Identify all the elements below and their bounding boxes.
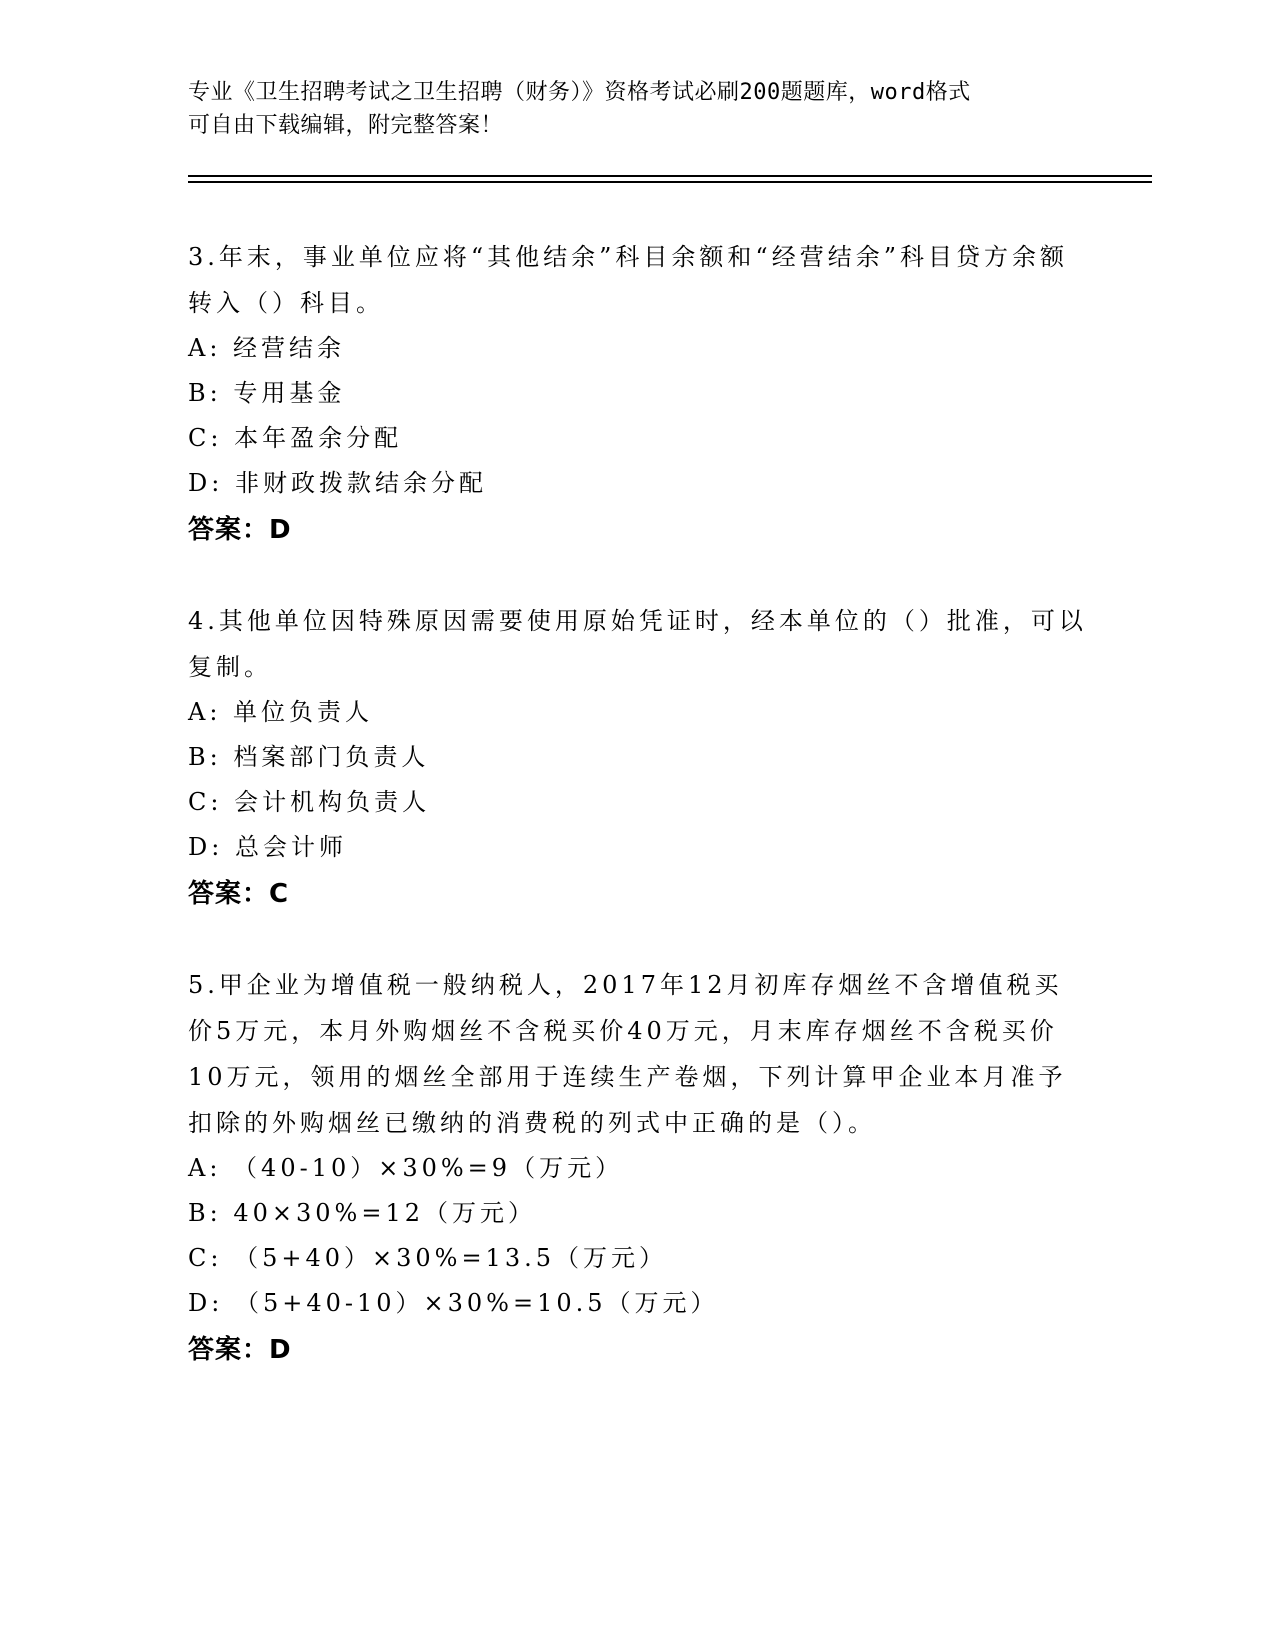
question-4 (188, 598, 1088, 918)
header-divider-top (188, 175, 1152, 177)
option-d: D: 非财政拨款结余分配 (188, 469, 487, 497)
question-stem: 4.其他单位因特殊原因需要使用原始凭证时，经本单位的（）批准，可以复制。 (188, 607, 1087, 681)
answer: 答案：D (188, 515, 292, 545)
header-line-2: 可自由下载编辑，附完整答案！ (188, 113, 504, 138)
option-c: C: （5+40）×30%=13.5（万元） (188, 1244, 667, 1272)
option-d: D: 总会计师 (188, 833, 347, 861)
document-header (188, 76, 1088, 142)
option-b: B: 专用基金 (188, 379, 346, 407)
header-line-1: 专业《卫生招聘考试之卫生招聘（财务）》资格考试必刷200题题库，word格式 (188, 80, 971, 105)
option-a: A: 单位负责人 (188, 698, 374, 726)
option-b: B: 40×30%=12（万元） (188, 1199, 536, 1227)
option-c: C: 会计机构负责人 (188, 788, 431, 816)
option-b: B: 档案部门负责人 (188, 743, 430, 771)
option-a: A: 经营结余 (188, 334, 346, 362)
question-5 (188, 962, 1088, 1374)
option-d: D: （5+40-10）×30%=10.5（万元） (188, 1289, 719, 1317)
question-3 (188, 234, 1088, 554)
question-stem: 3.年末，事业单位应将“其他结余”科目余额和“经营结余”科目贷方余额转入（）科目。 (188, 243, 1068, 317)
option-c: C: 本年盈余分配 (188, 424, 403, 452)
answer: 答案：C (188, 879, 290, 909)
option-a: A: （40-10）×30%=9（万元） (188, 1154, 624, 1182)
header-divider-bottom (188, 181, 1152, 183)
answer: 答案：D (188, 1335, 292, 1365)
question-stem: 5.甲企业为增值税一般纳税人，2017年12月初库存烟丝不含增值税买价5万元，本月外购烟丝不含税买价40万元，月末库存烟丝不含税买价10万元，领用的烟丝全部用于连续生产卷烟，下列计算甲企业本月准予扣除的外购烟丝已缴纳的消费税的列式中正确的是（）。 (188, 971, 1067, 1137)
